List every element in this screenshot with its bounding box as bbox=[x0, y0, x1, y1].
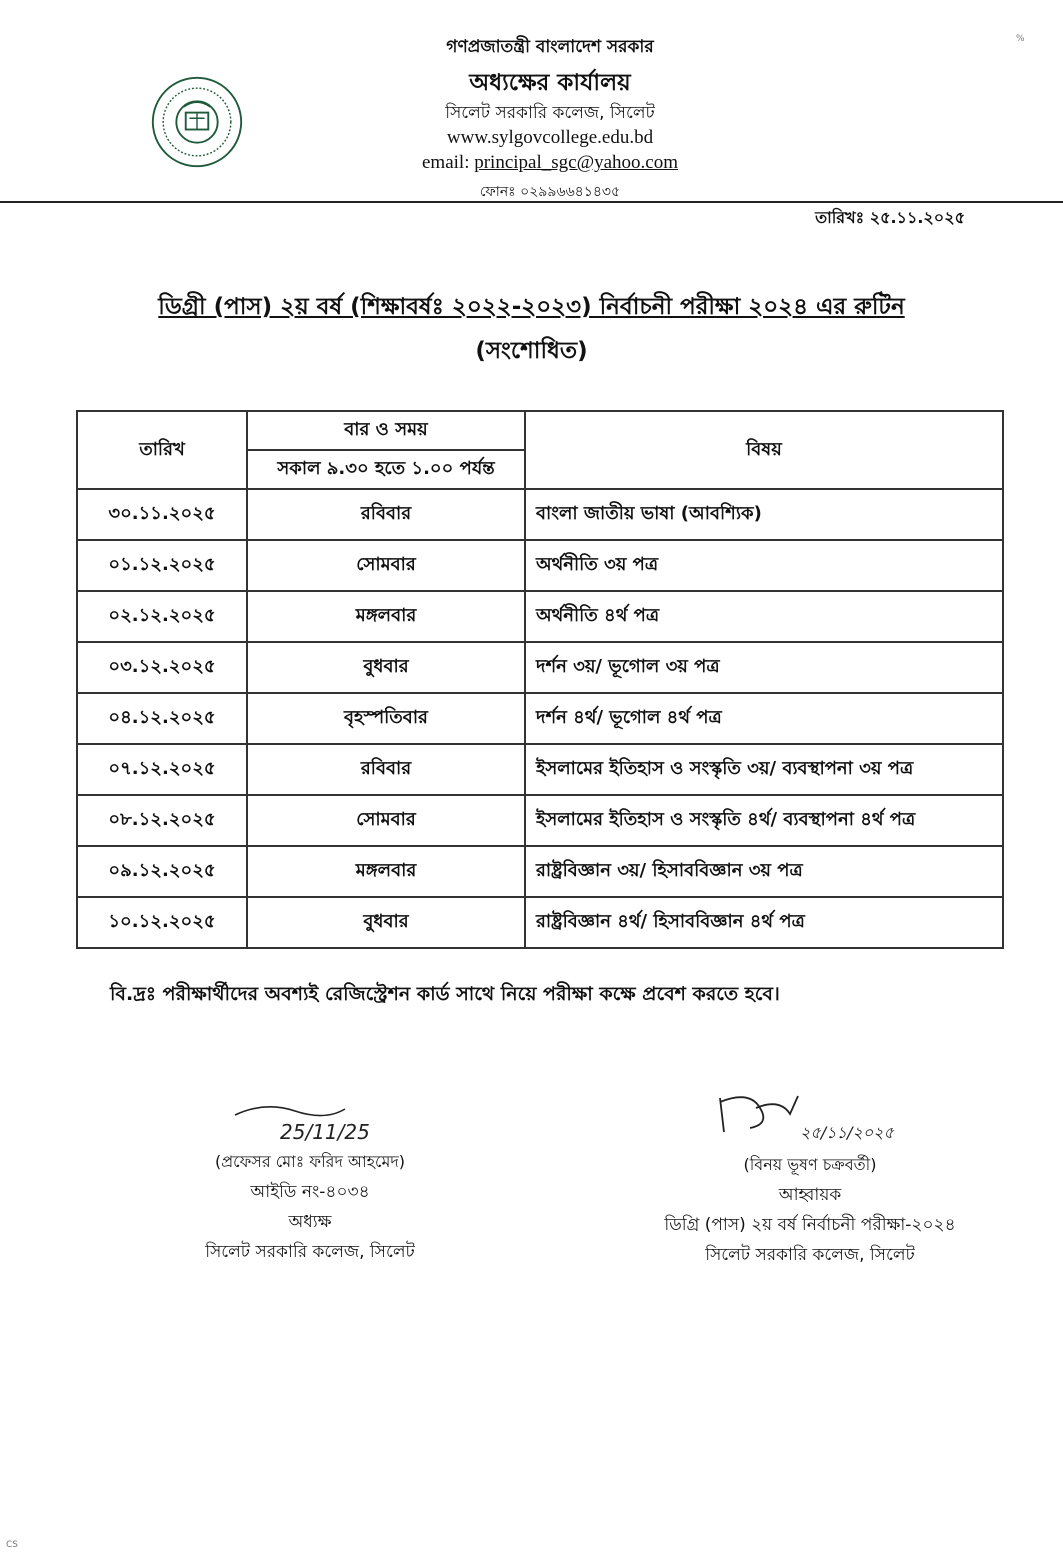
row-date: ০২.১২.২০২৫ bbox=[77, 591, 247, 642]
college-name: সিলেট সরকারি কলেজ, সিলেট bbox=[445, 103, 655, 123]
row-day: সোমবার bbox=[247, 540, 525, 591]
row-subject: অর্থনীতি ৪র্থ পত্র bbox=[525, 591, 1003, 642]
routine-title bbox=[70, 288, 993, 327]
row-date: ৩০.১১.২০২৫ bbox=[77, 489, 247, 540]
principal-handwritten-date: 25/11/25 bbox=[280, 1120, 370, 1144]
row-day: বৃহস্পতিবার bbox=[247, 693, 525, 744]
principal-signature-icon bbox=[225, 1095, 395, 1147]
convener-signature-block bbox=[620, 1088, 1000, 1270]
table-row bbox=[77, 795, 1003, 846]
header-time: সকাল ৯.৩০ হতে ১.০০ পর্যন্ত bbox=[247, 450, 525, 489]
table-row bbox=[77, 744, 1003, 795]
convener-committee: ডিগ্রি (পাস) ২য় বর্ষ নির্বাচনী পরীক্ষা-২০২৪ bbox=[664, 1215, 956, 1235]
header-day-time: বার ও সময় bbox=[247, 411, 525, 450]
convener-institution: সিলেট সরকারি কলেজ, সিলেট bbox=[705, 1245, 915, 1265]
table-row bbox=[77, 642, 1003, 693]
convener-designation: আহ্বায়ক bbox=[778, 1185, 842, 1205]
row-date: ০৪.১২.২০২৫ bbox=[77, 693, 247, 744]
important-note: বি.দ্রঃ পরীক্ষার্থীদের অবশ্যই রেজিস্ট্রেশন কার্ড সাথে নিয়ে পরীক্ষা কক্ষে প্রবেশ করতে হবে। bbox=[110, 983, 780, 1005]
row-day: মঙ্গলবার bbox=[247, 591, 525, 642]
government-name: গণপ্রজাতন্ত্রী বাংলাদেশ সরকার bbox=[446, 37, 654, 57]
routine-subtitle: (সংশোধিত) bbox=[475, 338, 588, 364]
row-date: ০৯.১২.২০২৫ bbox=[77, 846, 247, 897]
row-date: ১০.১২.২০২৫ bbox=[77, 897, 247, 948]
scanner-watermark: CS bbox=[6, 1540, 18, 1550]
row-subject: বাংলা জাতীয় ভাষা (আবশ্যিক) bbox=[525, 489, 1003, 540]
principal-signature-block bbox=[160, 1095, 460, 1267]
row-subject: দর্শন ৩য়/ ভূগোল ৩য় পত্র bbox=[525, 642, 1003, 693]
table-row bbox=[77, 591, 1003, 642]
routine-title-text: ডিগ্রী (পাস) ২য় বর্ষ (শিক্ষাবর্ষঃ ২০২২-২০২৩) নির্বাচনী পরীক্ষা ২০২৪ এর রুটিন bbox=[158, 294, 905, 320]
college-phone: ফোনঃ ০২৯৯৬৬৪১৪৩৫ bbox=[479, 184, 621, 200]
row-subject: দর্শন ৪র্থ/ ভূগোল ৪র্থ পত্র bbox=[525, 693, 1003, 744]
row-day: বুধবার bbox=[247, 642, 525, 693]
convener-name: (বিনয় ভূষণ চক্রবর্তী) bbox=[743, 1155, 877, 1174]
principal-designation: অধ্যক্ষ bbox=[288, 1212, 332, 1232]
exam-routine-table bbox=[76, 410, 1004, 949]
principal-name: (প্রফেসর মোঃ ফরিদ আহমেদ) bbox=[215, 1152, 405, 1171]
college-website: www.sylgovcollege.edu.bd bbox=[446, 127, 654, 148]
header-date: তারিখ bbox=[77, 411, 247, 489]
college-seal-icon bbox=[150, 75, 244, 169]
row-subject: রাষ্ট্রবিজ্ঞান ৩য়/ হিসাববিজ্ঞান ৩য় পত্র bbox=[525, 846, 1003, 897]
row-day: রবিবার bbox=[247, 489, 525, 540]
convener-signature-icon bbox=[690, 1088, 930, 1150]
row-subject: ইসলামের ইতিহাস ও সংস্কৃতি ৩য়/ ব্যবস্থাপনা ৩য় পত্র bbox=[525, 744, 1003, 795]
row-date: ০১.১২.২০২৫ bbox=[77, 540, 247, 591]
college-email-line bbox=[300, 152, 800, 174]
table-row bbox=[77, 489, 1003, 540]
row-subject: রাষ্ট্রবিজ্ঞান ৪র্থ/ হিসাববিজ্ঞান ৪র্থ পত্র bbox=[525, 897, 1003, 948]
row-subject: অর্থনীতি ৩য় পত্র bbox=[525, 540, 1003, 591]
email-address: principal_sgc@yahoo.com bbox=[474, 152, 678, 173]
row-date: ০৮.১২.২০২৫ bbox=[77, 795, 247, 846]
email-label: email: bbox=[422, 152, 470, 173]
row-day: রবিবার bbox=[247, 744, 525, 795]
table-row bbox=[77, 693, 1003, 744]
row-day: মঙ্গলবার bbox=[247, 846, 525, 897]
table-row bbox=[77, 897, 1003, 948]
office-name: অধ্যক্ষের কার্যালয় bbox=[469, 70, 631, 96]
header-divider bbox=[0, 201, 1063, 203]
corner-mark: % bbox=[1016, 34, 1025, 44]
principal-id: আইডি নং-৪০৩৪ bbox=[250, 1182, 370, 1202]
table-header-row bbox=[77, 411, 1003, 450]
convener-handwritten-date: ২৫/১১/২০২৫ bbox=[800, 1123, 894, 1142]
row-day: বুধবার bbox=[247, 897, 525, 948]
row-day: সোমবার bbox=[247, 795, 525, 846]
row-date: ০৩.১২.২০২৫ bbox=[77, 642, 247, 693]
table-row bbox=[77, 540, 1003, 591]
principal-institution: সিলেট সরকারি কলেজ, সিলেট bbox=[205, 1242, 415, 1262]
row-subject: ইসলামের ইতিহাস ও সংস্কৃতি ৪র্থ/ ব্যবস্থাপনা ৪র্থ পত্র bbox=[525, 795, 1003, 846]
row-date: ০৭.১২.২০২৫ bbox=[77, 744, 247, 795]
header-subject: বিষয় bbox=[525, 411, 1003, 489]
issue-date: তারিখঃ ২৫.১১.২০২৫ bbox=[815, 208, 965, 227]
table-row bbox=[77, 846, 1003, 897]
